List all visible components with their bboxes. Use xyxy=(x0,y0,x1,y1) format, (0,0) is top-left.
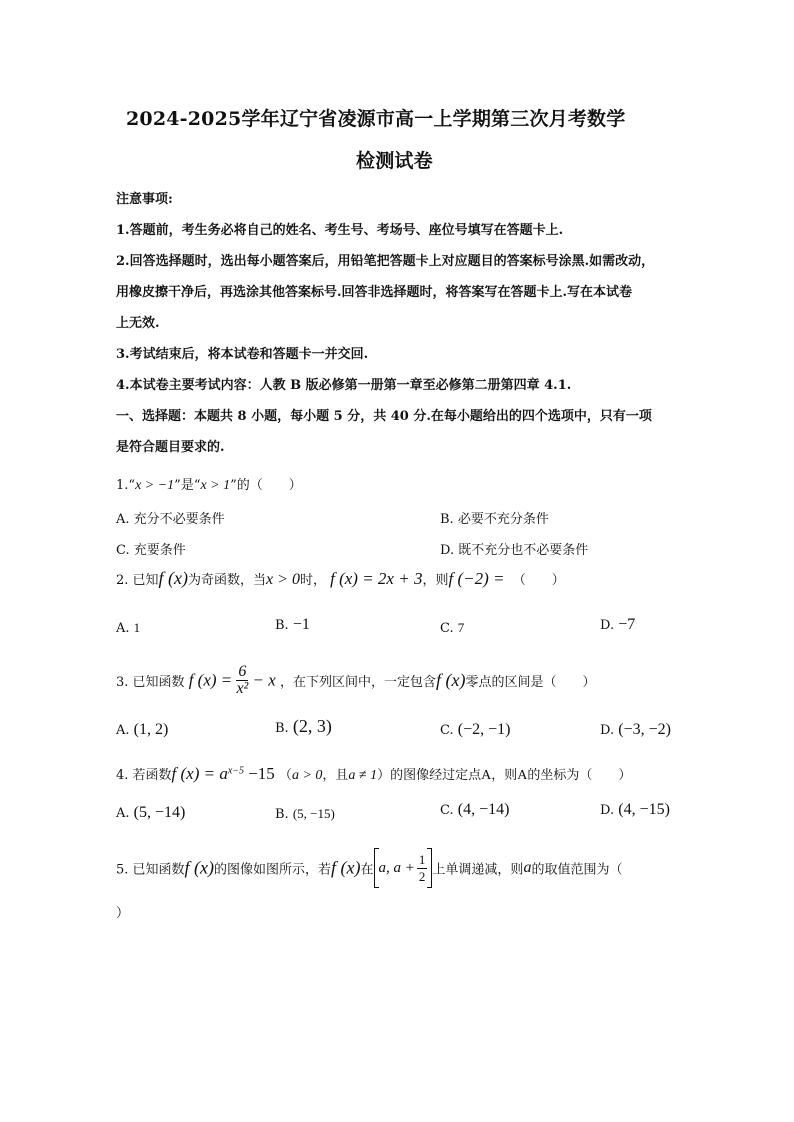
q2-option-d-value: −7 xyxy=(618,616,636,633)
q4-condition-1: a > 0 xyxy=(291,768,323,783)
q1-open-quote: “ xyxy=(128,478,136,493)
q4-point-2: A xyxy=(517,768,528,783)
q5-fraction xyxy=(417,852,428,885)
q4-option-d xyxy=(600,801,670,819)
q1-number: 1. xyxy=(116,478,129,493)
q2-condition: x > 0 xyxy=(266,571,300,588)
q3-option-b-label: B. xyxy=(275,721,289,736)
note-4: 4.本试卷主要考试内容：人教 B 版必修第一册第一章至必修第二册第四章 4.1. xyxy=(116,378,572,393)
q2-option-a xyxy=(116,620,140,636)
q2-option-d-label: D. xyxy=(600,618,615,633)
q2-option-b-value: −1 xyxy=(292,616,310,633)
q4-number: 4. 若函数 xyxy=(116,768,172,783)
q3-option-c-value: (−2, −1) xyxy=(457,721,511,738)
q3-text-2: 零点的区间是（ ） xyxy=(465,675,596,690)
note-3: 3.考试结束后，将本试卷和答题卡一并交回. xyxy=(116,347,369,362)
q5-fx-2: f (x) xyxy=(331,857,361,878)
q4-option-b xyxy=(275,806,335,822)
q5-fx: f (x) xyxy=(184,857,215,878)
q4-option-c xyxy=(440,801,509,819)
q3-text-1: ，在下列区间中，一定包含 xyxy=(279,675,436,690)
question-2-stem xyxy=(116,568,565,589)
exam-title-line1: 2024-2025学年辽宁省凌源市高一上学期第三次月考数学 xyxy=(126,108,626,130)
q2-number: 2. 已知 xyxy=(116,573,159,588)
q1-mid-text: ”是“ xyxy=(174,478,201,493)
q3-fx: f (x) xyxy=(435,670,466,690)
q2-option-c-label: C. xyxy=(440,621,454,636)
q5-number: 5. 已知函数 xyxy=(116,862,185,878)
q2-text-1: 为奇函数，当 xyxy=(188,573,267,588)
q3-option-a-value: (1, 2) xyxy=(133,721,169,738)
q2-definition: f (x) = 2x + 3 xyxy=(330,569,423,588)
q2-option-b xyxy=(275,616,310,634)
q3-fraction-numerator: 6 xyxy=(238,663,247,680)
q4-text-5: 的坐标为（ ） xyxy=(527,768,632,783)
q2-option-a-label: A. xyxy=(116,621,130,636)
section1-line2: 是符合题目要求的. xyxy=(116,440,225,455)
q3-option-a-label: A. xyxy=(116,723,130,738)
section1-line1: 一、选择题：本题共 8 小题，每小题 5 分，共 40 分.在每小题给出的四个选项中，只有一项 xyxy=(116,409,652,424)
question-3-stem xyxy=(116,664,595,697)
q4-text-4: ，则 xyxy=(491,768,518,783)
q3-option-d xyxy=(600,721,671,739)
q4-option-a xyxy=(116,804,185,822)
note-2-line2: 用橡皮擦干净后，再选涂其他答案标号.回答非选择题时，将答案写在答题卡上.写在本试卷 xyxy=(116,285,633,300)
q5-text-4: 的取值范围为（ xyxy=(531,862,623,878)
q3-option-b xyxy=(275,716,332,737)
q3-lhs: f (x) = xyxy=(188,670,233,690)
notes-heading: 注意事项: xyxy=(116,192,173,207)
q4-definition-b: −15 xyxy=(248,764,275,783)
question-1-stem xyxy=(116,474,302,494)
q2-option-a-value: 1 xyxy=(133,620,141,635)
q3-option-c-label: C. xyxy=(440,723,454,738)
question-5-stem xyxy=(116,848,622,888)
q3-rest: − x xyxy=(252,670,276,690)
q2-fx: f (x) xyxy=(158,568,189,588)
q3-option-d-value: (−3, −2) xyxy=(618,721,671,738)
q4-option-b-label: B. xyxy=(275,807,289,822)
q4-option-c-value: (4, −14) xyxy=(457,801,510,818)
q2-paren: （ ） xyxy=(512,573,565,588)
q4-option-a-label: A. xyxy=(116,806,130,821)
q5-bracket-tl xyxy=(375,848,379,849)
q3-fraction xyxy=(236,664,248,697)
q2-option-b-label: B. xyxy=(275,618,289,633)
note-1: 1.答题前，考生务必将自己的姓名、考生号、考场号、座位号填写在答题卡上. xyxy=(116,223,564,238)
q1-option-d: D. 既不充分也不必要条件 xyxy=(440,543,589,558)
q2-option-c-value: 7 xyxy=(457,620,465,635)
q4-option-d-label: D. xyxy=(600,803,615,818)
q4-option-c-label: C. xyxy=(440,803,454,818)
q3-number: 3. 已知函数 xyxy=(116,675,185,690)
q4-condition-2: a ≠ 1 xyxy=(348,768,378,783)
q2-text-2: 时， xyxy=(299,573,326,588)
q5-a: a xyxy=(523,859,532,876)
q5-bracket-br xyxy=(427,887,431,888)
question-4-stem xyxy=(116,764,631,784)
q4-point: A xyxy=(481,768,492,783)
q5-fraction-numerator: 1 xyxy=(418,851,426,867)
q5-interval-a: a, a + xyxy=(378,860,415,876)
q3-option-b-value: (2, 3) xyxy=(292,716,332,736)
q2-ask: f (−2) = xyxy=(448,569,505,588)
q5-text-1: 的图像如图所示，若 xyxy=(214,862,332,878)
q4-option-b-value: (5, −15) xyxy=(292,806,335,821)
q5-bracket-tr xyxy=(427,848,431,849)
q1-option-c: C. 充要条件 xyxy=(116,543,186,558)
note-2-line1: 2.回答选择题时，选出每小题答案后，用铅笔把答题卡上对应题目的答案标号涂黑.如需改动， xyxy=(116,254,655,269)
exam-title-line2: 检测试卷 xyxy=(356,150,433,172)
q4-text-2: ，且 xyxy=(322,768,349,783)
note-2-line3: 上无效. xyxy=(116,316,160,331)
q3-option-a xyxy=(116,721,168,739)
q3-option-c xyxy=(440,721,510,739)
q2-text-3: ，则 xyxy=(422,573,449,588)
q1-tail-text: ”的（ ） xyxy=(230,478,302,493)
q4-text-1: （ xyxy=(278,768,292,783)
q2-option-d xyxy=(600,616,635,634)
q2-option-c xyxy=(440,620,464,636)
q1-condition-1: x > −1 xyxy=(135,478,175,493)
q5-closing-paren: ） xyxy=(116,906,130,921)
q3-option-d-label: D. xyxy=(600,723,615,738)
q5-interval xyxy=(374,848,433,888)
q1-option-a: A. 充分不必要条件 xyxy=(116,512,225,527)
q5-fraction-denominator: 2 xyxy=(418,868,426,884)
q4-definition-a: f (x) = a xyxy=(171,764,228,783)
q4-exponent: x−5 xyxy=(227,765,245,777)
q3-fraction-denominator: x² xyxy=(236,680,249,697)
q5-text-3: 上单调递减，则 xyxy=(432,862,524,878)
q4-option-d-value: (4, −15) xyxy=(618,801,670,818)
q5-bracket-bl xyxy=(375,887,379,888)
q5-text-2: 在 xyxy=(360,862,374,878)
q1-condition-2: x > 1 xyxy=(200,478,231,493)
q1-option-b: B. 必要不充分条件 xyxy=(440,512,549,527)
q4-text-3: ）的图像经过定点 xyxy=(377,768,482,783)
q4-option-a-value: (5, −14) xyxy=(133,804,186,821)
